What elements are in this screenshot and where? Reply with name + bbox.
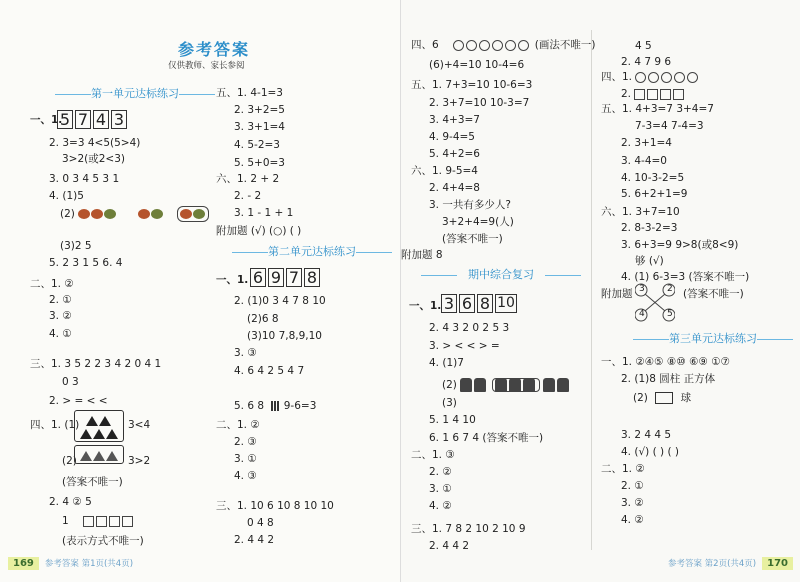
answer-line: 3. 1 - 1 + 1	[234, 207, 294, 219]
diagram-number: 4	[639, 309, 645, 319]
answer-line: 六、1. 2 + 2	[216, 173, 280, 185]
answer-line: 2. (1)8 圆柱 正方体	[621, 373, 716, 385]
answer-line: 五、1. 7+3=10 10-6=3	[411, 79, 533, 91]
answer-line: (2)	[62, 455, 77, 467]
boxed-digit: 7	[286, 268, 302, 287]
answer-line: 5. 5+0=3	[234, 157, 285, 169]
answer-line: 三、1. 10 6 10 8 10 10	[216, 500, 334, 512]
boxed-numbers	[250, 268, 322, 287]
answer-line: 3. 0 3 4 5 3 1	[49, 173, 120, 185]
boxed-digit: 4	[93, 110, 109, 129]
answer-line: 3. > < < > =	[429, 340, 500, 352]
answer-line: 六、1. 3+7=10	[601, 206, 680, 218]
triangle-box	[74, 410, 124, 442]
answer-line: 2. 3+7=10 10-3=7	[429, 97, 530, 109]
answer-line: 3. ②	[49, 310, 72, 322]
answer-line: 3. 2 4 4 5	[621, 429, 672, 441]
answer-line: 2.	[621, 88, 686, 101]
page-number: 169	[8, 557, 39, 570]
boxed-digit: 7	[75, 110, 91, 129]
answer-line: 3. ②	[621, 497, 644, 509]
answer-line: 3. ①	[234, 453, 257, 465]
answer-line: 3. 3+1=4	[234, 121, 285, 133]
answer-line: 4. 9-4=5	[429, 131, 475, 143]
answer-line: 2. 4 4 2	[234, 534, 275, 546]
q-label: 一、1.	[30, 114, 63, 126]
answer-line: 一、1. ②④⑤ ⑧⑩ ⑥⑨ ①⑦	[601, 356, 731, 368]
answer-line: 六、1. 9-5=4	[411, 165, 478, 177]
answer-line: 2. 4 7 9 6	[621, 56, 672, 68]
q-label: 一、1.	[216, 274, 249, 286]
answer-line: (答案不唯一)	[683, 288, 744, 300]
answer-line: 3>2(或2<3)	[62, 153, 126, 165]
answer-line: 4 5	[635, 40, 652, 52]
answer-line: 0 4 8	[247, 517, 274, 529]
diagram-number: 3	[639, 284, 645, 294]
answer-line: (6)+4=10 10-4=6	[429, 59, 525, 71]
answer-line: (表示方式不唯一)	[62, 535, 144, 547]
answer-line: 3. ①	[429, 483, 452, 495]
answer-line: (3)2 5	[60, 240, 92, 252]
fruit-row: (2)	[60, 208, 209, 221]
answer-line: 够 (√)	[635, 255, 664, 267]
answer-line: 3. 6+3=9 9>8(或8<9)	[621, 239, 739, 251]
column-divider	[591, 30, 592, 550]
heading-unit2: 第二单元达标练习	[232, 244, 392, 260]
answer-line: 7-3=4 7-4=3	[635, 120, 704, 132]
answer-line: 2. 4 4 2	[429, 540, 470, 552]
answer-line: 三、1. 7 8 2 10 2 10 9	[411, 523, 526, 535]
answer-line: 4. (1)5	[49, 190, 84, 202]
page-subtitle: 仅供教师、家长参阅	[168, 61, 245, 71]
right-page	[400, 0, 800, 582]
answer-line: 四、1. (1)	[30, 419, 80, 431]
answer-line: 5. 1 4 10	[429, 414, 476, 426]
boxed-digit: 6	[250, 268, 266, 287]
answer-line: 3>2	[128, 455, 151, 467]
answer-line: 6. 1 6 7 4 (答案不唯一)	[429, 432, 544, 444]
answer-line: 4. 10-3-2=5	[621, 172, 685, 184]
answer-line: 0 3	[62, 376, 79, 388]
boxed-digit: 8	[304, 268, 320, 287]
answer-line: 2. ③	[234, 436, 257, 448]
answer-line: 2. ②	[429, 466, 452, 478]
page-title: 参考答案	[178, 40, 251, 59]
answer-line: 5. 6 8 9-6=3	[234, 400, 317, 412]
boxed-digit: 6	[459, 294, 475, 313]
boxed-numbers	[441, 294, 519, 313]
animal-row: (2)	[442, 378, 571, 392]
footer-right: 参考答案 第2页(共4页) 170	[668, 557, 793, 570]
answer-line: 5. 6+2+1=9	[621, 188, 688, 200]
answer-line: 1	[62, 515, 135, 528]
answer-line: 5. 4+2=6	[429, 148, 480, 160]
boxed-numbers	[57, 110, 129, 129]
answer-line: 4. 6 4 2 5 4 7	[234, 365, 305, 377]
answer-line: 2. > = < <	[49, 395, 108, 407]
answer-line: 4. 5-2=3	[234, 139, 280, 151]
answer-line: (3)10 7,8,9,10	[247, 330, 322, 342]
answer-line: 五、1. 4-1=3	[216, 87, 283, 99]
answer-line: 二、1. ②	[30, 278, 74, 290]
answer-line: 二、1. ②	[601, 463, 645, 475]
footer-left: 169 参考答案 第1页(共4页)	[8, 557, 133, 570]
boxed-digit: 10	[495, 294, 517, 313]
answer-line: 2. 3+2=5	[234, 104, 285, 116]
answer-line: (2) 球	[633, 392, 692, 404]
answer-line: 2. ①	[49, 294, 72, 306]
answer-line: 4. ①	[49, 328, 72, 340]
answer-line: 附加题 (√) (○) ( )	[216, 225, 302, 237]
answer-line: 3. 一共有多少人?	[429, 199, 511, 211]
answer-line: 五、1. 4+3=7 3+4=7	[601, 103, 714, 115]
boxed-digit: 3	[111, 110, 127, 129]
boxed-digit: 3	[441, 294, 457, 313]
answer-line: 二、1. ②	[216, 419, 260, 431]
heading-unit1: 第一单元达标练习	[55, 86, 215, 102]
answer-line: (3)	[442, 397, 457, 409]
answer-line: 3. 4+3=7	[429, 114, 480, 126]
answer-line: 2. 4 3 2 0 2 5 3	[429, 322, 510, 334]
answer-line: 2. 8-3-2=3	[621, 222, 678, 234]
answer-line: 2. ①	[621, 480, 644, 492]
answer-line: 5. 2 3 1 5 6. 4	[49, 257, 123, 269]
triangle-box	[74, 445, 124, 464]
q-label: 一、1.	[409, 300, 442, 312]
boxed-digit: 5	[57, 110, 73, 129]
answer-line: 2. (1)0 3 4 7 8 10	[234, 295, 326, 307]
answer-line: 4. (1)7	[429, 357, 464, 369]
answer-line: 2. 3=3 4<5(5>4)	[49, 137, 141, 149]
heading-unit3: 第三单元达标练习	[633, 331, 793, 347]
answer-line: 3. ③	[234, 347, 257, 359]
answer-line: 2. 4 ② 5	[49, 496, 92, 508]
page-number: 170	[762, 557, 793, 570]
answer-line: 二、1. ③	[411, 449, 455, 461]
answer-line: 四、1.	[601, 71, 700, 84]
answer-line: 3<4	[128, 419, 151, 431]
boxed-digit: 9	[268, 268, 284, 287]
answer-line: 2. 4+4=8	[429, 182, 480, 194]
answer-line: 4. ②	[621, 514, 644, 526]
boxed-digit: 8	[477, 294, 493, 313]
answer-line: 附加题	[601, 288, 633, 300]
answer-line: 4. (√) ( ) ( )	[621, 446, 679, 458]
answer-line: 4. ③	[234, 470, 257, 482]
answer-line: (答案不唯一)	[62, 476, 123, 488]
answer-line: 四、6 (画法不唯一)	[411, 39, 596, 51]
diagram-number: 2	[667, 284, 673, 294]
answer-line: (2)6 8	[247, 313, 279, 325]
answer-line: 附加题 8	[401, 249, 443, 261]
answer-line: 三、1. 3 5 2 2 3 4 2 0 4 1	[30, 358, 162, 370]
answer-line: 2. 3+1=4	[621, 137, 672, 149]
answer-line: 3. 4-4=0	[621, 155, 667, 167]
answer-line: (答案不唯一)	[442, 233, 503, 245]
answer-line: 4. (1) 6-3=3 (答案不唯一)	[621, 271, 750, 283]
answer-line: 2. - 2	[234, 190, 262, 202]
heading-midterm: 期中综合复习	[421, 267, 581, 283]
answer-line: 4. ②	[429, 500, 452, 512]
diagram-number: 5	[667, 309, 673, 319]
answer-line: 3+2+4=9(人)	[442, 216, 514, 228]
